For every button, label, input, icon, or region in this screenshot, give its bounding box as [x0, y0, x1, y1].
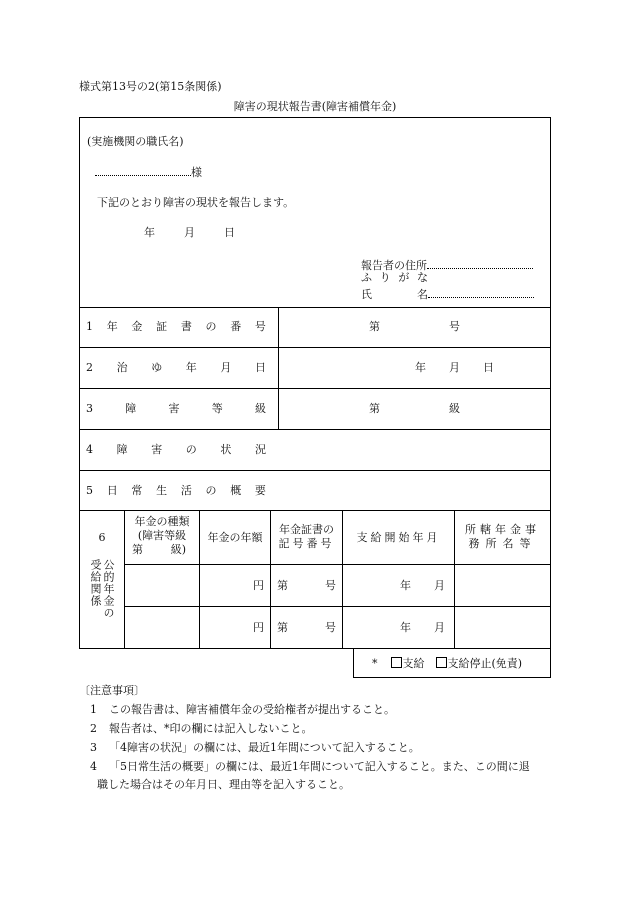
note-item: 4 「5日常生活の概要」の欄には、最近1年間について記入すること。また、この間に退 [90, 760, 530, 773]
pension-section-number: 6 [98, 531, 106, 544]
office-use-box [353, 648, 551, 678]
header-certificate-number: 年金証書の 記号番号 [278, 523, 335, 550]
page-title: 障害の現状報告書(障害補償年金) [233, 100, 397, 113]
addressee-field[interactable] [95, 164, 202, 180]
form-number: 様式第13号の2(第15条関係) [79, 80, 222, 93]
header-pension-kind: 年金の種類 (障害等級 第 級) [132, 515, 190, 556]
payment-start-field[interactable]: 年 月 [400, 621, 445, 634]
pension-kind-field[interactable] [125, 608, 199, 648]
addressee-label: (実施機関の職氏名) [87, 135, 184, 148]
note-item: 3 「4障害の状況」の欄には、最近1年間について記入すること。 [90, 741, 420, 754]
note-item-continuation: 職した場合はその年月日、理由等を記入すること。 [97, 778, 350, 791]
payment-checkbox[interactable]: 支給 [391, 657, 425, 670]
reporter-name-label: 氏 名 [361, 288, 428, 301]
reporter-address-label: 報告者の住所 [361, 259, 427, 272]
header-pension-amount: 年金の年額 [207, 531, 263, 544]
office-use-mark: * [372, 657, 378, 670]
date-month-label: 月 [184, 226, 195, 239]
payment-stop-checkbox[interactable]: 支給停止(免責) [436, 657, 523, 670]
note-item: 2 報告者は、*印の欄には記入しないこと。 [90, 722, 313, 735]
payment-start-field[interactable]: 年 月 [400, 579, 445, 592]
report-date-field[interactable] [144, 226, 235, 240]
disability-grade-field[interactable]: 第 級 [369, 402, 460, 415]
checkbox-icon [436, 657, 447, 668]
intro-text: 下記のとおり障害の現状を報告します。 [97, 196, 295, 209]
pension-cert-number-field[interactable]: 第 号 [277, 579, 336, 592]
pension-side-label: 受給関係 公的年金の [89, 559, 115, 619]
pension-office-field[interactable] [455, 566, 550, 606]
cure-date-field[interactable]: 年 月 日 [415, 361, 494, 374]
certificate-number-field[interactable]: 第 号 [369, 320, 460, 333]
reporter-furigana-label: ふ り が な [361, 271, 428, 284]
header-pension-office: 所轄年金事 務所名等 [465, 523, 540, 550]
checkbox-icon [391, 657, 402, 668]
row-disability-status-label: 4 障 害 の 状 況 [86, 443, 266, 456]
note-item: 1 この報告書は、障害補償年金の受給権者が提出すること。 [90, 703, 395, 716]
row-cure-date-label: 2 治 ゆ 年 月 日 [86, 361, 266, 374]
pension-amount-field[interactable]: 円 [253, 621, 264, 634]
daily-life-field[interactable] [279, 472, 549, 509]
pension-office-field[interactable] [455, 608, 550, 648]
date-year-label: 年 [144, 226, 155, 239]
date-day-label: 日 [224, 226, 235, 239]
header-payment-start: 支給開始年月 [356, 531, 441, 544]
row-disability-grade-label: 3 障 害 等 級 [86, 402, 266, 415]
addressee-suffix: 様 [191, 166, 202, 179]
disability-status-field[interactable] [279, 431, 549, 469]
notes-heading: 〔注意事項〕 [79, 684, 145, 697]
pension-kind-field[interactable] [125, 566, 199, 606]
row-daily-life-label: 5 日 常 生 活 の 概 要 [86, 484, 266, 497]
row-certificate-number-label: 1 年 金 証 書 の 番 号 [86, 320, 266, 333]
report-form-frame [79, 117, 551, 649]
pension-amount-field[interactable]: 円 [253, 579, 264, 592]
reporter-name-field[interactable] [361, 286, 534, 302]
pension-cert-number-field[interactable]: 第 号 [277, 621, 336, 634]
